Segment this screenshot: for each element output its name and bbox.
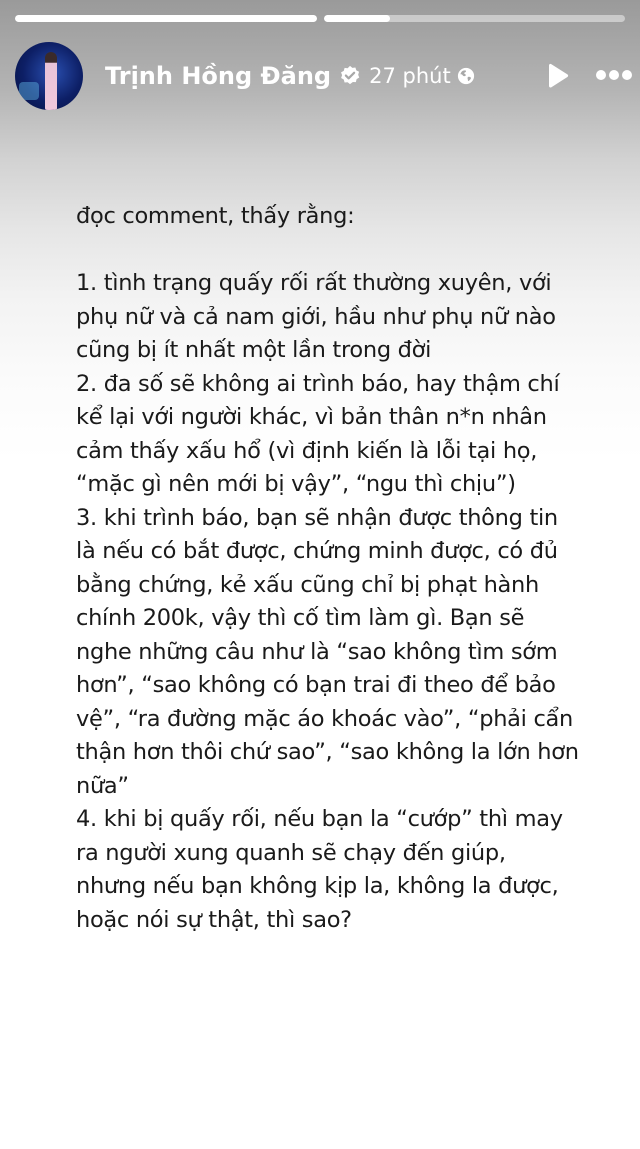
text-line: phụ nữ và cả nam giới, hầu như phụ nữ nào: [76, 303, 556, 330]
avatar[interactable]: [15, 42, 83, 110]
text-line: ra người xung quanh sẽ chạy đến giúp,: [76, 839, 506, 866]
progress-segment-2: [324, 15, 626, 22]
author-name[interactable]: Trịnh Hồng Đăng: [105, 62, 332, 90]
text-line: nghe những câu như là “sao không tìm sớm: [76, 638, 558, 665]
play-icon[interactable]: [546, 63, 570, 89]
story-progress: [15, 15, 625, 23]
text-line: thận hơn thôi chứ sao”, “sao không la lớn hơn: [76, 739, 579, 765]
text-line: là nếu có bắt được, chứng minh được, có đủ: [76, 538, 558, 564]
progress-segment-1: [15, 15, 317, 22]
text-line: chính 200k, vậy thì cố tìm làm gì. Bạn sẽ: [76, 605, 525, 631]
text-line: cũng bị ít nhất một lần trong đời: [76, 337, 432, 363]
globe-icon: [457, 67, 475, 85]
story-text: [76, 200, 596, 937]
post-time: 27 phút: [369, 64, 451, 88]
text-line: vệ”, “ra đường mặc áo khoác vào”, “phải cẩn: [76, 705, 573, 732]
text-line: 2. đa số sẽ không ai trình báo, hay thậm chí: [76, 370, 560, 397]
text-line: bằng chứng, kẻ xấu cũng chỉ bị phạt hành: [76, 571, 539, 598]
text-line: 1. tình trạng quấy rối rất thường xuyên, với: [76, 270, 552, 296]
intro-line: đọc comment, thấy rằng:: [76, 203, 355, 229]
text-line: hơn”, “sao không có bạn trai đi theo để bảo: [76, 672, 556, 698]
text-line: nhưng nếu bạn không kịp la, không la được,: [76, 873, 559, 899]
text-line: 4. khi bị quấy rối, nếu bạn la “cướp” thì may: [76, 806, 563, 832]
text-line: nữa”: [76, 772, 129, 799]
text-line: kể lại với người khác, vì bản thân n*n nhân: [76, 404, 547, 430]
verified-badge-icon: [339, 65, 361, 87]
story-header: [15, 42, 632, 110]
text-line: cảm thấy xấu hổ (vì định kiến là lỗi tại họ,: [76, 437, 538, 464]
text-line: “mặc gì nên mới bị vậy”, “ngu thì chịu”): [76, 471, 516, 497]
text-line: hoặc nói sự thật, thì sao?: [76, 906, 352, 933]
more-options-icon[interactable]: [596, 70, 632, 82]
text-line: 3. khi trình báo, bạn sẽ nhận được thông tin: [76, 504, 558, 531]
